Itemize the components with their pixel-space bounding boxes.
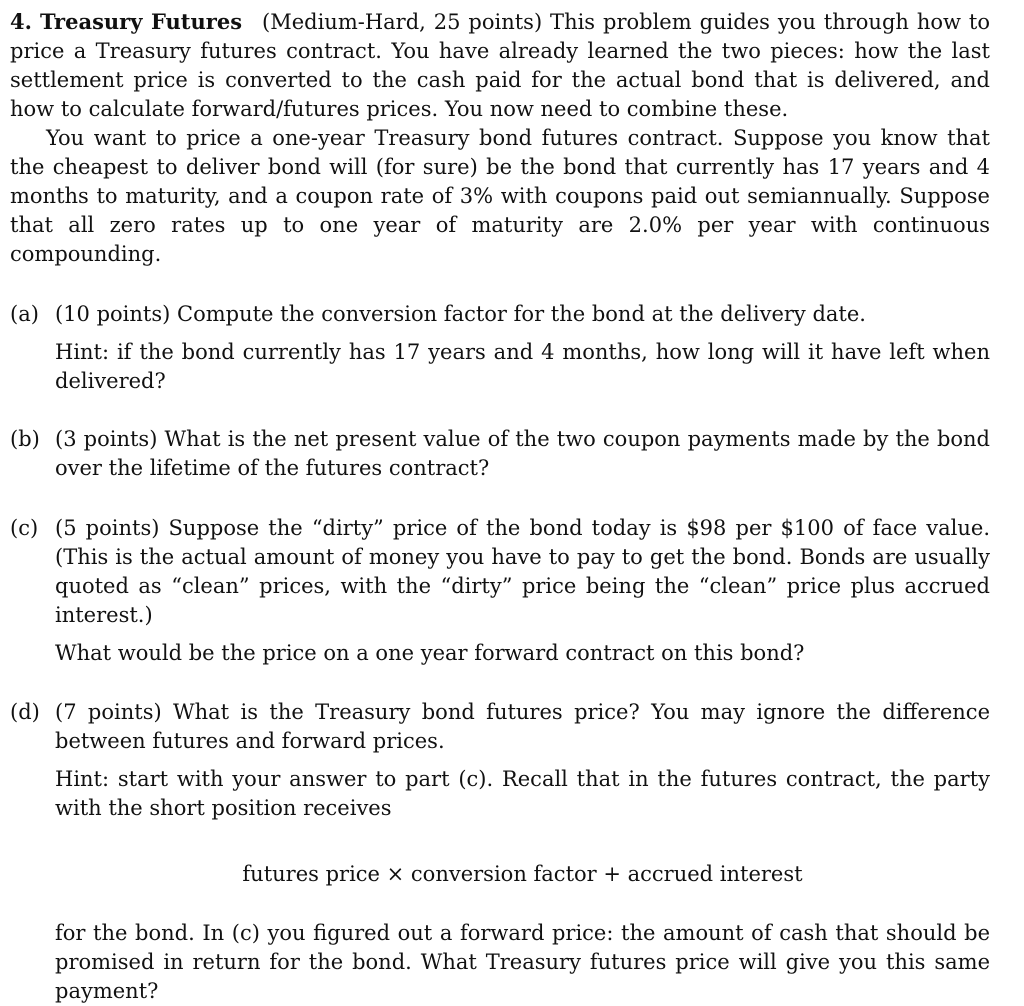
problem-intro bbox=[10, 7, 990, 124]
problem-document bbox=[10, 7, 990, 1006]
problem-setup: You want to price a one-year Treasury bond futures contract. Suppose you know that the cheapest to deliver bond will (for sure) be the bond that currently has 17 years and 4 months to maturity, and a coupon rate of 3% with coupons paid out semiannually. Suppose that all zero rates up to one year of maturity are 2.0% per year with continuous compounding. bbox=[10, 126, 990, 266]
part-b bbox=[10, 425, 990, 483]
part-d-formula: futures price × conversion factor + accrued interest bbox=[242, 862, 803, 886]
part-c-text: (5 points) Suppose the “dirty” price of the bond today is $98 per $100 of face value. (This is the actual amount of money you have to pay to get the bond. Bonds are usually quoted as “clean” prices, with the “dirty” price being the “clean” price plus accrued interest.) bbox=[55, 516, 990, 627]
part-c bbox=[10, 514, 990, 668]
part-b-label: (b) bbox=[10, 427, 40, 451]
part-d-followup: for the bond. In (c) you figured out a forward price: the amount of cash that should be promised in return for the bond. What Treasury futures price will give you this same payment? bbox=[55, 921, 990, 1003]
part-c-question: What would be the price on a one year forward contract on this bond? bbox=[55, 641, 805, 665]
problem-title: Treasury Futures bbox=[39, 9, 243, 34]
part-c-label: (c) bbox=[10, 516, 39, 540]
part-a-text: (10 points) Compute the conversion factor for the bond at the delivery date. bbox=[55, 302, 866, 326]
part-d-hint: Hint: start with your answer to part (c). Recall that in the futures contract, the party with the short position receives bbox=[55, 767, 990, 820]
problem-intro-text: (Medium-Hard, 25 points) This problem guides you through how to price a Treasury futures contract. You have already learned the two pieces: how the last settlement price is converted to the cash paid for the actual bond that is delivered, and how to calculate forward/futures prices. You now need to combine these. bbox=[10, 10, 990, 121]
part-d-text: (7 points) What is the Treasury bond futures price? You may ignore the difference between futures and forward prices. bbox=[55, 700, 990, 753]
part-a-hint: Hint: if the bond currently has 17 years and 4 months, how long will it have left when delivered? bbox=[55, 340, 990, 393]
part-a-label: (a) bbox=[10, 302, 39, 326]
problem-number: 4. bbox=[10, 9, 32, 34]
part-b-text: (3 points) What is the net present value of the two coupon payments made by the bond over the lifetime of the futures contract? bbox=[55, 427, 990, 480]
part-d bbox=[10, 698, 990, 1006]
part-d-label: (d) bbox=[10, 700, 40, 724]
part-a bbox=[10, 300, 990, 396]
